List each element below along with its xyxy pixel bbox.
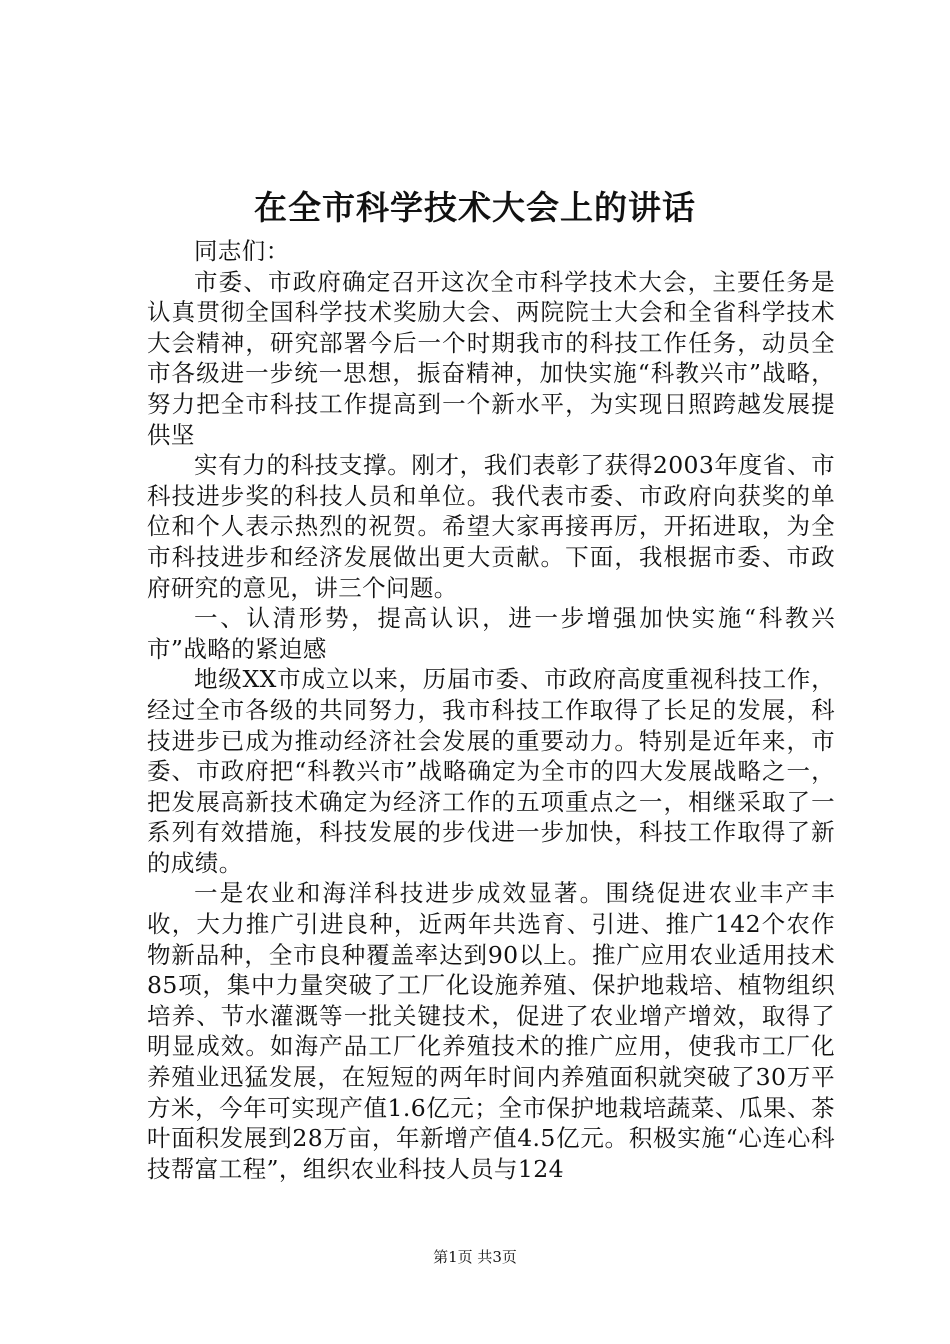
page-number-footer: 第1页 共3页 — [433, 1248, 517, 1266]
paragraph-salutation: 同志们： — [194, 237, 290, 265]
paragraph-agriculture: 一是农业和海洋科技进步成效显著。围绕促进农业丰产丰收，大力推广引进良种，近两年共选育、引进、推广142个农作物新品种，全市良种覆盖率达到90以上。推广应用农业适用技术85项，集中力量突破了工厂化设施养殖、保护地栽培、植物组织培养、节水灌溉等一批关键技术，促进了农业增产增效，取得了明显成效。如海产品工厂化养殖技术的推广应用，使我市工厂化养殖业迅猛发展，在短短的两年时间内养殖面积就突破了30万平方米，今年可实现产值1.6亿元；全市保护地栽培蔬菜、瓜果、茶叶面积发展到28万亩，年新增产值4.5亿元。积极实施“心连心科技帮富工程”，组织农业科技人员与124 — [147, 879, 835, 1183]
section-heading-1: 一、认清形势，提高认识，进一步增强加快实施“科教兴市”战略的紧迫感 — [147, 604, 835, 663]
paragraph-intro: 市委、市政府确定召开这次全市科学技术大会，主要任务是认真贯彻全国科学技术奖励大会、两院院士大会和全省科学技术大会精神，研究部署今后一个时期我市的科技工作任务，动员全市各级进一步统一思想，振奋精神，加快实施“科教兴市”战略，努力把全市科技工作提高到一个新水平，为实现日照跨越发展提供坚 — [147, 267, 835, 449]
document-title: 在全市科学技术大会上的讲话 — [254, 188, 696, 227]
paragraph-commendation: 实有力的科技支撑。刚才，我们表彰了获得2003年度省、市科技进步奖的科技人员和单位。我代表市委、市政府向获奖的单位和个人表示热烈的祝贺。希望大家再接再厉，开拓进取，为全市科技进步和经济发展做出更大贡献。下面，我根据市委、市政府研究的意见，讲三个问题。 — [147, 451, 835, 602]
document-body — [147, 236, 835, 1184]
paragraph-achievements: 地级XX市成立以来，历届市委、市政府高度重视科技工作，经过全市各级的共同努力，我市科技工作取得了长足的发展，科技进步已成为推动经济社会发展的重要动力。特别是近年来，市委、市政府把“科教兴市”战略确定为全市的四大发展战略之一，把发展高新技术确定为经济工作的五项重点之一，相继采取了一系列有效措施，科技发展的步伐进一步加快，科技工作取得了新的成绩。 — [147, 665, 835, 877]
